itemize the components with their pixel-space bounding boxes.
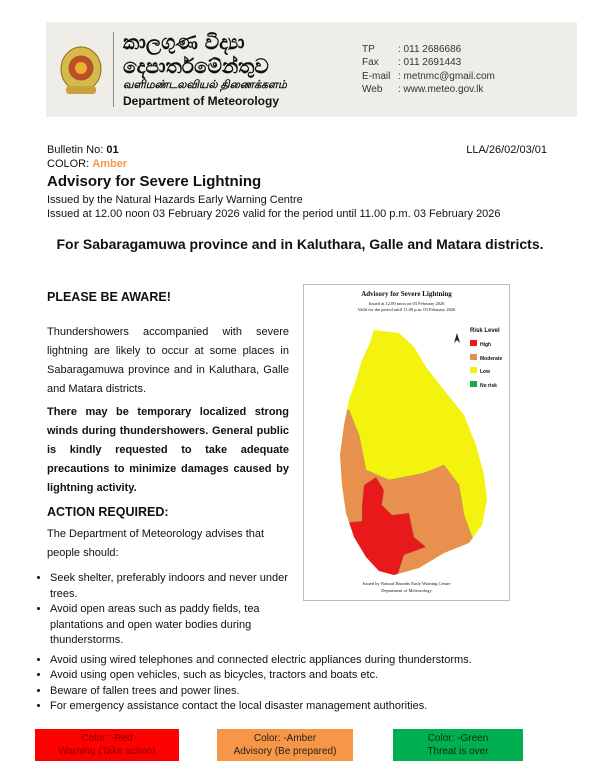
level-color: Color: -Amber: [253, 732, 317, 744]
level-meaning: Warning (Take action): [58, 745, 156, 757]
legend-label: Low: [480, 369, 490, 375]
legend-item: [470, 353, 502, 367]
list-item: • Seek shelter, preferably indoors and never under trees.: [50, 571, 300, 602]
map-subtitle: Valid for the period until 11.00 p.m. 03 February 2026: [357, 307, 456, 312]
map-subtitle: Issued at 12.00 noon on 03 February 2026: [368, 301, 445, 306]
list-item: • For emergency assistance contact the local disaster management authorities.: [50, 699, 595, 715]
legend-swatch: [470, 354, 477, 360]
main-section: [47, 284, 577, 649]
value: 01: [106, 144, 119, 156]
legend-item: [470, 339, 502, 353]
contact-label: Web: [362, 84, 383, 95]
level-meaning: Threat is over: [427, 745, 489, 757]
legend-swatch: [470, 381, 477, 387]
map-title: Advisory for Severe Lightning: [361, 290, 452, 298]
contact-value: : 011 2691443: [398, 57, 462, 68]
aware-heading: PLEASE BE AWARE!: [47, 290, 171, 304]
action-heading: ACTION REQUIRED:: [47, 505, 169, 519]
north-arrow-icon: [454, 333, 460, 343]
bulletin-info: [47, 143, 577, 221]
legend-swatch: [470, 367, 477, 373]
contact-label: Fax: [362, 57, 379, 68]
dept-name-sinhala: කාලගුණ විද්‍යා දෙපාර්තමේන්තුව: [123, 30, 269, 78]
letterhead: [46, 22, 577, 117]
label: Bulletin No:: [47, 144, 104, 156]
list-item: • Avoid using wired telephones and connected electric appliances during thunderstorms.: [50, 653, 595, 669]
action-list-1: [32, 571, 300, 649]
wind-paragraph: There may be temporary localized strong winds during thundershowers. General public is kindly requested to take adequate precautions to minimize damages caused by lightning activity.: [47, 406, 289, 494]
aware-paragraph: Thundershowers accompanied with severe lightning are likely to occur at some places in Sabaragamuwa province and in Kaluthara, Galle and Matara districts.: [47, 326, 289, 395]
level-red: [35, 729, 179, 761]
issued-at: Issued at 12.00 noon 03 February 2026 valid for the period until 11.00 p.m. 03 February 2026: [47, 208, 501, 220]
legend-title: Risk Level: [470, 328, 500, 334]
dept-name-english: Department of Meteorology: [123, 94, 280, 108]
list-item: • Avoid open areas such as paddy fields, tea plantations and open water bodies during thunderstorms.: [50, 602, 300, 649]
bulletin-title: Advisory for Severe Lightning: [47, 173, 262, 190]
advice-column: [47, 284, 292, 649]
level-amber: [217, 729, 353, 761]
legend-label: Moderate: [480, 355, 503, 362]
legend-label: No risk: [480, 382, 497, 389]
alert-levels: [35, 729, 577, 769]
contact-value: : www.meteo.gov.lk: [398, 84, 484, 95]
map-legend: [470, 339, 502, 393]
bulletin-number: [47, 143, 119, 157]
level-color: Color: -Green: [427, 732, 489, 744]
issued-by: Issued by the Natural Hazards Early Warning Centre: [47, 194, 303, 206]
contact-value: : 011 2686686: [398, 43, 462, 55]
contact-label: TP: [362, 43, 375, 55]
legend-swatch: [470, 340, 477, 346]
contact-label: E-mail: [362, 70, 391, 82]
legend-item: [470, 366, 502, 380]
list-item: • Beware of fallen trees and power lines.: [50, 684, 595, 700]
level-color: Color: -Red: [81, 732, 133, 744]
dept-names: [123, 30, 354, 109]
contact-info: [362, 43, 567, 97]
affected-areas: For Sabaragamuwa province and in Kaluthara, Galle and Matara districts.: [56, 236, 544, 252]
label: COLOR:: [47, 158, 90, 170]
value: Amber: [92, 158, 128, 170]
contact-value: : metnmc@gmail.com: [398, 70, 495, 82]
legend-label: High: [480, 342, 492, 348]
national-emblem-icon: [58, 44, 104, 96]
dept-name-tamil: வளிமண்டலவியல் திணைக்களம்: [123, 79, 287, 91]
legend-item: [470, 380, 502, 394]
bulletin-color: [47, 157, 577, 171]
list-item: • Avoid using open vehicles, such as bicycles, tractors and boats etc.: [50, 668, 595, 684]
divider: [113, 32, 114, 107]
level-green: [393, 729, 523, 761]
bulletin-body: [47, 143, 577, 769]
map-footer: Issued by Natural Hazards Early Warning Centre: [362, 581, 451, 586]
level-meaning: Advisory (Be prepared): [233, 745, 337, 757]
map-footer: Department of Meteorology: [381, 588, 432, 593]
bulletin-ref: LLA/26/02/03/01: [466, 144, 547, 156]
risk-map: [303, 284, 510, 601]
action-intro: The Department of Meteorology advises that people should:: [47, 528, 265, 559]
action-list-2: [32, 653, 595, 715]
